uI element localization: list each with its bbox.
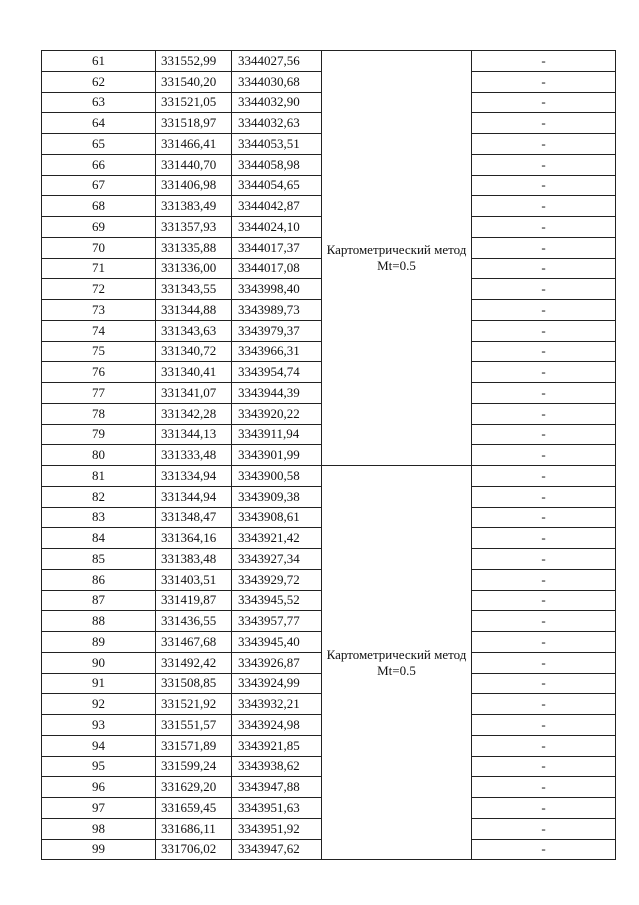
y-coordinate-cell: 3344027,56: [232, 51, 322, 72]
point-number-cell: 71: [42, 258, 156, 279]
x-coordinate-cell: 331340,72: [156, 341, 232, 362]
x-coordinate-cell: 331571,89: [156, 735, 232, 756]
note-cell: -: [472, 839, 616, 860]
y-coordinate-cell: 3344042,87: [232, 196, 322, 217]
point-number-cell: 70: [42, 237, 156, 258]
y-coordinate-cell: 3343929,72: [232, 569, 322, 590]
y-coordinate-cell: 3343921,42: [232, 528, 322, 549]
x-coordinate-cell: 331467,68: [156, 632, 232, 653]
point-number-cell: 64: [42, 113, 156, 134]
method-cell: Картометрический метод Mt=0.5: [322, 51, 472, 466]
y-coordinate-cell: 3343951,92: [232, 818, 322, 839]
y-coordinate-cell: 3343945,40: [232, 632, 322, 653]
x-coordinate-cell: 331342,28: [156, 403, 232, 424]
y-coordinate-cell: 3343954,74: [232, 362, 322, 383]
y-coordinate-cell: 3344024,10: [232, 217, 322, 238]
y-coordinate-cell: 3343924,98: [232, 715, 322, 736]
point-number-cell: 63: [42, 92, 156, 113]
note-cell: -: [472, 569, 616, 590]
y-coordinate-cell: 3344030,68: [232, 71, 322, 92]
coordinates-table-body: [42, 51, 616, 860]
x-coordinate-cell: 331518,97: [156, 113, 232, 134]
x-coordinate-cell: 331357,93: [156, 217, 232, 238]
x-coordinate-cell: 331419,87: [156, 590, 232, 611]
y-coordinate-cell: 3343927,34: [232, 549, 322, 570]
y-coordinate-cell: 3343945,52: [232, 590, 322, 611]
note-cell: -: [472, 320, 616, 341]
point-number-cell: 82: [42, 486, 156, 507]
y-coordinate-cell: 3343932,21: [232, 694, 322, 715]
point-number-cell: 67: [42, 175, 156, 196]
point-number-cell: 96: [42, 777, 156, 798]
x-coordinate-cell: 331343,63: [156, 320, 232, 341]
x-coordinate-cell: 331521,92: [156, 694, 232, 715]
point-number-cell: 99: [42, 839, 156, 860]
note-cell: -: [472, 818, 616, 839]
y-coordinate-cell: 3343989,73: [232, 300, 322, 321]
y-coordinate-cell: 3343908,61: [232, 507, 322, 528]
x-coordinate-cell: 331508,85: [156, 673, 232, 694]
note-cell: -: [472, 424, 616, 445]
note-cell: -: [472, 403, 616, 424]
point-number-cell: 62: [42, 71, 156, 92]
y-coordinate-cell: 3343909,38: [232, 486, 322, 507]
point-number-cell: 75: [42, 341, 156, 362]
note-cell: -: [472, 341, 616, 362]
y-coordinate-cell: 3343901,99: [232, 445, 322, 466]
x-coordinate-cell: 331406,98: [156, 175, 232, 196]
x-coordinate-cell: 331364,16: [156, 528, 232, 549]
y-coordinate-cell: 3343921,85: [232, 735, 322, 756]
table-row: [42, 466, 616, 487]
y-coordinate-cell: 3344032,90: [232, 92, 322, 113]
y-coordinate-cell: 3344032,63: [232, 113, 322, 134]
point-number-cell: 92: [42, 694, 156, 715]
x-coordinate-cell: 331436,55: [156, 611, 232, 632]
note-cell: -: [472, 735, 616, 756]
note-cell: -: [472, 362, 616, 383]
note-cell: -: [472, 196, 616, 217]
point-number-cell: 83: [42, 507, 156, 528]
point-number-cell: 72: [42, 279, 156, 300]
y-coordinate-cell: 3343900,58: [232, 466, 322, 487]
x-coordinate-cell: 331348,47: [156, 507, 232, 528]
y-coordinate-cell: 3343947,62: [232, 839, 322, 860]
point-number-cell: 95: [42, 756, 156, 777]
note-cell: -: [472, 486, 616, 507]
x-coordinate-cell: 331344,94: [156, 486, 232, 507]
note-cell: -: [472, 528, 616, 549]
point-number-cell: 69: [42, 217, 156, 238]
note-cell: -: [472, 777, 616, 798]
x-coordinate-cell: 331540,20: [156, 71, 232, 92]
note-cell: -: [472, 92, 616, 113]
y-coordinate-cell: 3344054,65: [232, 175, 322, 196]
point-number-cell: 91: [42, 673, 156, 694]
note-cell: -: [472, 694, 616, 715]
note-cell: -: [472, 217, 616, 238]
note-cell: -: [472, 590, 616, 611]
x-coordinate-cell: 331552,99: [156, 51, 232, 72]
point-number-cell: 93: [42, 715, 156, 736]
point-number-cell: 88: [42, 611, 156, 632]
x-coordinate-cell: 331686,11: [156, 818, 232, 839]
y-coordinate-cell: 3343966,31: [232, 341, 322, 362]
point-number-cell: 81: [42, 466, 156, 487]
x-coordinate-cell: 331659,45: [156, 798, 232, 819]
point-number-cell: 78: [42, 403, 156, 424]
x-coordinate-cell: 331629,20: [156, 777, 232, 798]
note-cell: -: [472, 134, 616, 155]
note-cell: -: [472, 549, 616, 570]
point-number-cell: 74: [42, 320, 156, 341]
point-number-cell: 97: [42, 798, 156, 819]
note-cell: -: [472, 673, 616, 694]
point-number-cell: 87: [42, 590, 156, 611]
note-cell: -: [472, 611, 616, 632]
x-coordinate-cell: 331466,41: [156, 134, 232, 155]
y-coordinate-cell: 3344053,51: [232, 134, 322, 155]
x-coordinate-cell: 331334,94: [156, 466, 232, 487]
y-coordinate-cell: 3343911,94: [232, 424, 322, 445]
y-coordinate-cell: 3343924,99: [232, 673, 322, 694]
y-coordinate-cell: 3343957,77: [232, 611, 322, 632]
note-cell: -: [472, 715, 616, 736]
note-cell: -: [472, 632, 616, 653]
point-number-cell: 76: [42, 362, 156, 383]
x-coordinate-cell: 331336,00: [156, 258, 232, 279]
note-cell: -: [472, 756, 616, 777]
point-number-cell: 85: [42, 549, 156, 570]
point-number-cell: 79: [42, 424, 156, 445]
table-row: [42, 51, 616, 72]
note-cell: -: [472, 300, 616, 321]
note-cell: -: [472, 71, 616, 92]
y-coordinate-cell: 3344058,98: [232, 154, 322, 175]
note-cell: -: [472, 279, 616, 300]
x-coordinate-cell: 331340,41: [156, 362, 232, 383]
y-coordinate-cell: 3343944,39: [232, 383, 322, 404]
note-cell: -: [472, 798, 616, 819]
note-cell: -: [472, 113, 616, 134]
point-number-cell: 84: [42, 528, 156, 549]
y-coordinate-cell: 3343947,88: [232, 777, 322, 798]
x-coordinate-cell: 331383,49: [156, 196, 232, 217]
y-coordinate-cell: 3343979,37: [232, 320, 322, 341]
y-coordinate-cell: 3344017,08: [232, 258, 322, 279]
y-coordinate-cell: 3343920,22: [232, 403, 322, 424]
x-coordinate-cell: 331333,48: [156, 445, 232, 466]
point-number-cell: 61: [42, 51, 156, 72]
y-coordinate-cell: 3344017,37: [232, 237, 322, 258]
note-cell: -: [472, 175, 616, 196]
x-coordinate-cell: 331440,70: [156, 154, 232, 175]
x-coordinate-cell: 331521,05: [156, 92, 232, 113]
x-coordinate-cell: 331706,02: [156, 839, 232, 860]
x-coordinate-cell: 331403,51: [156, 569, 232, 590]
point-number-cell: 80: [42, 445, 156, 466]
x-coordinate-cell: 331344,13: [156, 424, 232, 445]
y-coordinate-cell: 3343926,87: [232, 652, 322, 673]
point-number-cell: 68: [42, 196, 156, 217]
note-cell: -: [472, 51, 616, 72]
point-number-cell: 86: [42, 569, 156, 590]
point-number-cell: 89: [42, 632, 156, 653]
note-cell: -: [472, 258, 616, 279]
note-cell: -: [472, 652, 616, 673]
point-number-cell: 90: [42, 652, 156, 673]
note-cell: -: [472, 507, 616, 528]
method-cell: Картометрический метод Mt=0.5: [322, 466, 472, 860]
note-cell: -: [472, 237, 616, 258]
y-coordinate-cell: 3343998,40: [232, 279, 322, 300]
point-number-cell: 65: [42, 134, 156, 155]
point-number-cell: 66: [42, 154, 156, 175]
x-coordinate-cell: 331344,88: [156, 300, 232, 321]
x-coordinate-cell: 331341,07: [156, 383, 232, 404]
x-coordinate-cell: 331492,42: [156, 652, 232, 673]
note-cell: -: [472, 466, 616, 487]
y-coordinate-cell: 3343938,62: [232, 756, 322, 777]
x-coordinate-cell: 331335,88: [156, 237, 232, 258]
note-cell: -: [472, 445, 616, 466]
coordinates-table: [41, 50, 616, 860]
point-number-cell: 77: [42, 383, 156, 404]
point-number-cell: 94: [42, 735, 156, 756]
y-coordinate-cell: 3343951,63: [232, 798, 322, 819]
point-number-cell: 73: [42, 300, 156, 321]
x-coordinate-cell: 331343,55: [156, 279, 232, 300]
point-number-cell: 98: [42, 818, 156, 839]
x-coordinate-cell: 331599,24: [156, 756, 232, 777]
note-cell: -: [472, 154, 616, 175]
x-coordinate-cell: 331551,57: [156, 715, 232, 736]
x-coordinate-cell: 331383,48: [156, 549, 232, 570]
note-cell: -: [472, 383, 616, 404]
